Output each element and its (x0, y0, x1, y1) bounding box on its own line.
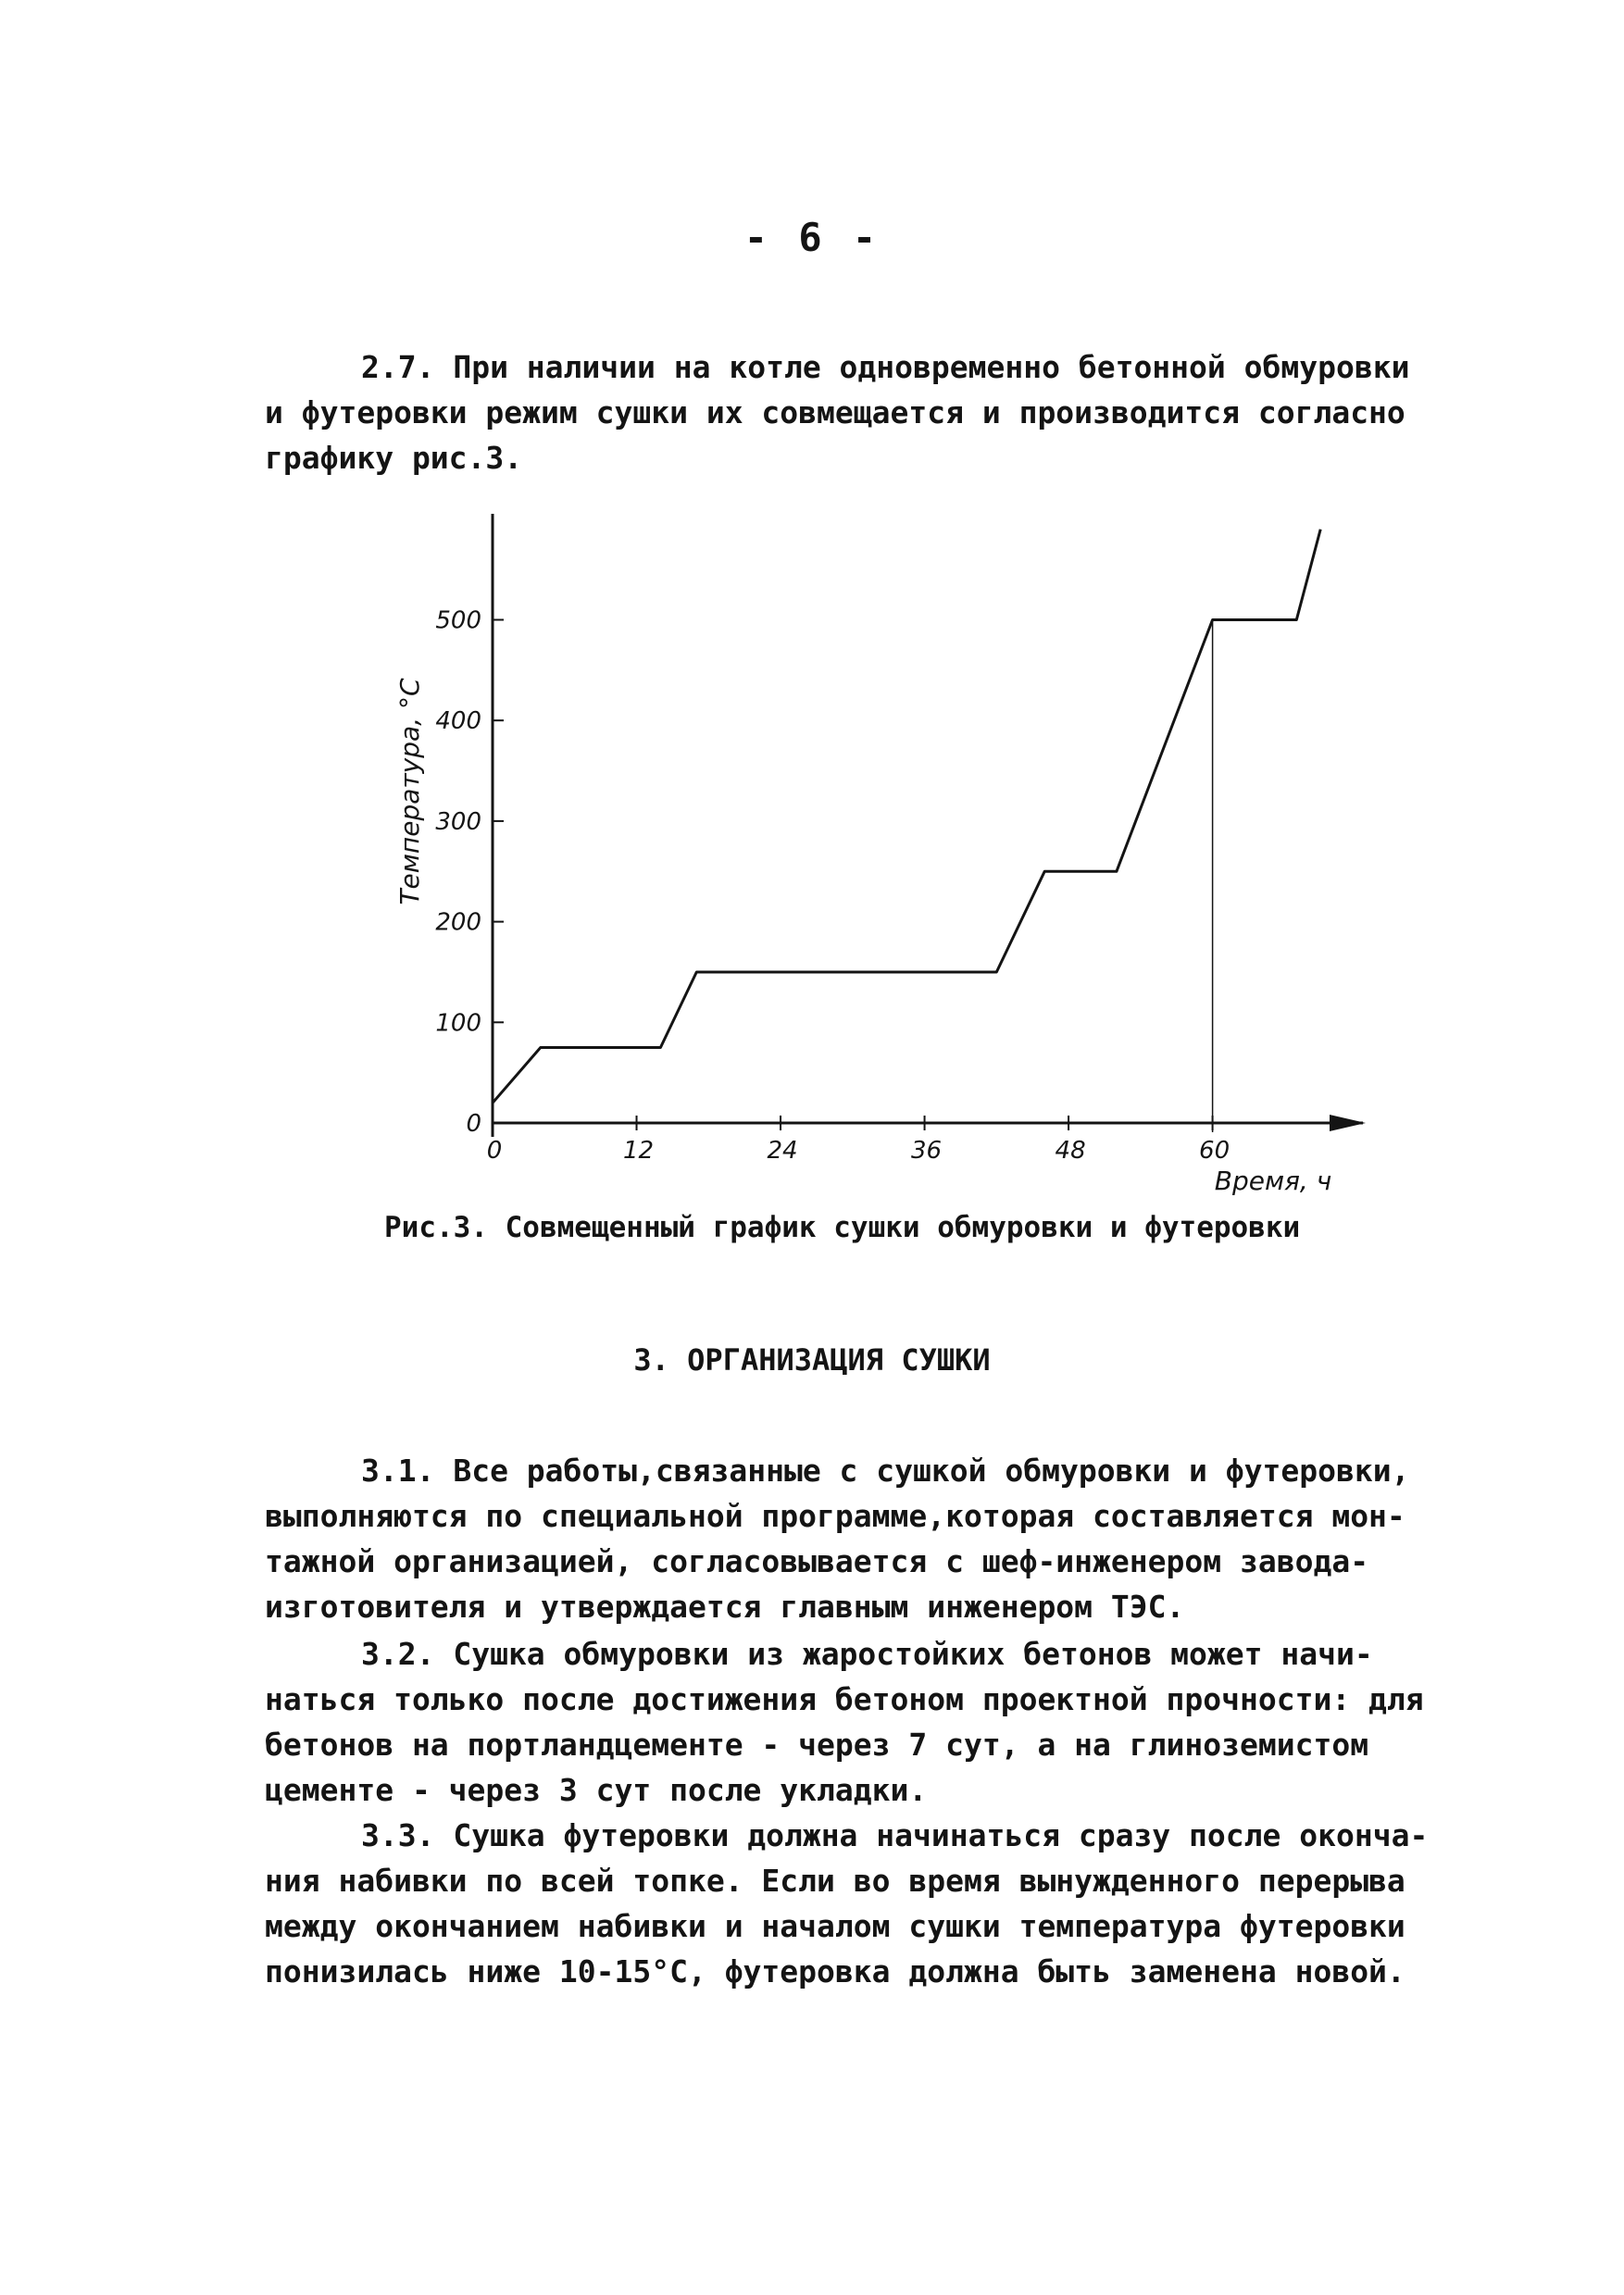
paragraph-3-3 (265, 1813, 1468, 1994)
x-axis-label: Время, ч (1214, 1166, 1332, 1196)
text-line: и футеровки режим сушки их совмещается и производится согласно (265, 394, 1405, 430)
x-tick-label: 36 (911, 1137, 943, 1165)
section-heading: 3. ОРГАНИЗАЦИЯ СУШКИ (633, 1342, 991, 1378)
y-tick-label: 500 (435, 606, 481, 635)
paragraph-3-1 (265, 1448, 1468, 1629)
text-line: бетонов на портландцементе - через 7 сут, а на глиноземистом (265, 1727, 1369, 1763)
text-line: ния набивки по всей топке. Если во время вынужденного перерыва (265, 1863, 1405, 1899)
figure-caption: Рис.3. Совмещенный график сушки обмуровки и футеровки (384, 1211, 1301, 1244)
text-line: выполняются по специальной программе,которая составляется мон- (265, 1498, 1405, 1534)
x-tick-label: 12 (622, 1137, 655, 1165)
temperature-curve (493, 530, 1320, 1104)
text-line: 3.2. Сушка обмуровки из жаростойких бетонов может начи- (361, 1636, 1373, 1672)
y-tick-label: 300 (435, 807, 481, 836)
text-line: тажной организацией, согласовывается с шеф-инженером завода- (265, 1543, 1369, 1579)
paragraph-3-2 (265, 1631, 1468, 1813)
text-line: графику рис.3. (265, 440, 523, 476)
text-line: понизилась ниже 10-15°С, футеровка должна быть заменена новой. (265, 1953, 1405, 1989)
y-tick-label: 0 (466, 1110, 481, 1138)
y-tick-label: 400 (435, 707, 481, 736)
page-number: - 6 - (743, 215, 881, 260)
x-tick-label: 24 (767, 1137, 798, 1165)
text-line: изготовителя и утверждается главным инженером ТЭС. (265, 1589, 1185, 1625)
y-axis-label: Температура, °С (394, 678, 425, 905)
y-tick-label: 200 (435, 908, 481, 937)
text-line: 2.7. При наличии на котле одновременно бетонной обмуровки (361, 349, 1410, 385)
text-line: 3.3. Сушка футеровки должна начинаться сразу после оконча- (361, 1817, 1429, 1853)
x-tick-label: 60 (1199, 1137, 1230, 1165)
text-line: наться только после достижения бетоном проектной прочности: для (265, 1681, 1424, 1717)
x-tick-label: 48 (1055, 1137, 1086, 1165)
text-line: 3.1. Все работы,связанные с сушкой обмуровки и футеровки, (361, 1453, 1410, 1489)
x-tick-label: 0 (486, 1137, 503, 1165)
text-line: между окончанием набивки и началом сушки температура футеровки (265, 1908, 1405, 1944)
text-line: цементе - через 3 сут после укладки. (265, 1772, 928, 1808)
y-tick-label: 100 (435, 1009, 481, 1038)
